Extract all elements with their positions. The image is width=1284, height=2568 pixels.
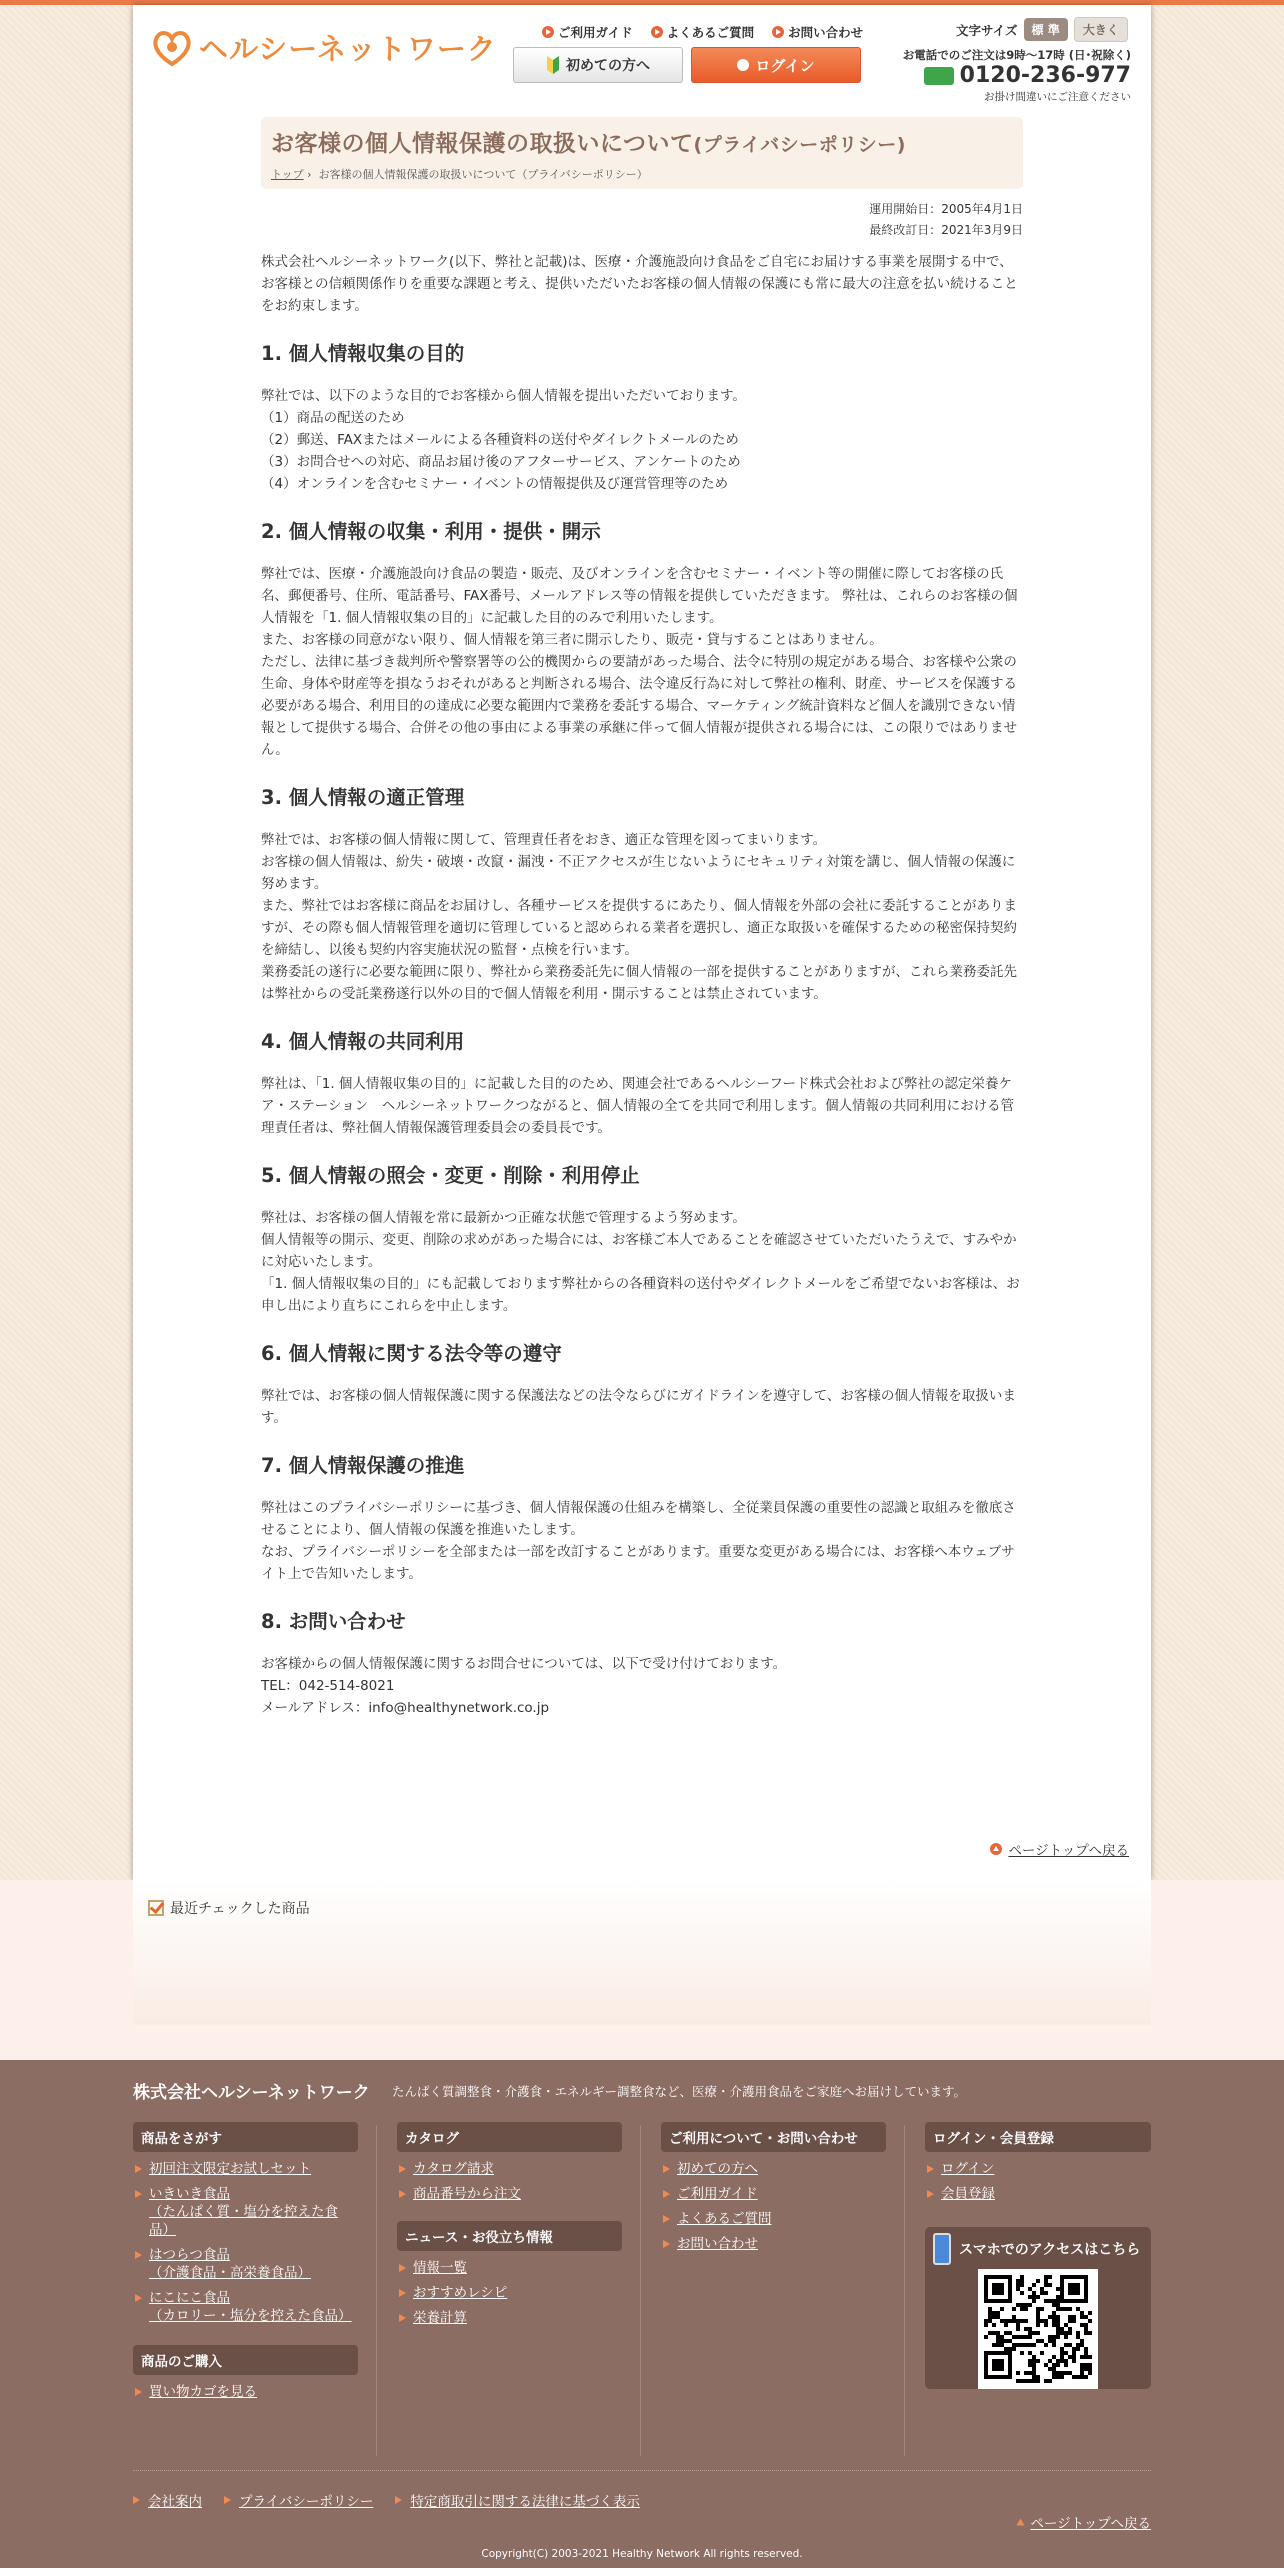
triangle-icon: [395, 2496, 402, 2504]
footer-col-login: [925, 2122, 1151, 2389]
logo-mark-icon: [151, 28, 193, 68]
section-text: （4）オンラインを含むセミナー・イベントの情報提供及び運営管理等のため: [261, 476, 729, 492]
arrow-circle-icon: [772, 26, 784, 38]
footer-link[interactable]: おすすめレシピ: [413, 2285, 508, 2301]
tel-note: お掛け間違いにご注意ください: [984, 91, 1131, 103]
intro-text: 株式会社ヘルシーネットワーク(以下、弊社と記載)は、医療・介護施設向け食品をご自宅にお届けする事業を展開する中で、お客様との信頼関係作りを重要な課題と考え、提供いただいたお客様の個人情報の保護にも常に最大の注意を払い続けることをお約束します。: [261, 254, 1018, 314]
section-text: 弊社は、お客様の個人情報を常に最新かつ正確な状態で管理するよう努めます。: [261, 1210, 746, 1226]
section-text: 弊社では、お客様の個人情報保護に関する保護法などの法令ならびにガイドラインを遵守して、お客様の個人情報を取扱います。: [261, 1388, 1016, 1426]
section-text: （2）郵送、FAXまたはメールによる各種資料の送付やダイレクトメールのため: [261, 432, 739, 448]
section-heading: 2. 個人情報の収集・利用・提供・開示: [261, 520, 601, 543]
section-text: メールアドレス：info@healthynetwork.co.jp: [261, 1700, 550, 1716]
contact-link[interactable]: お問い合わせ: [772, 23, 863, 41]
section-text: （3）お問合せへの対応、商品お届け後のアフターサービス、アンケートのため: [261, 454, 741, 470]
footer-link[interactable]: 会員登録: [941, 2186, 995, 2202]
footer-link-item[interactable]: [661, 2160, 886, 2178]
revised-date: 最終改訂日：2021年3月9日: [869, 223, 1023, 237]
footer-link-item[interactable]: [661, 2235, 886, 2253]
footer-link-item[interactable]: [133, 2160, 358, 2178]
footer-tagline: たんぱく質調整食・介護食・エネルギー調整食など、医療・介護用食品をご家庭へお届けしています。: [392, 2084, 967, 2099]
footer-link-item[interactable]: [397, 2160, 622, 2178]
qr-code: [978, 2269, 1098, 2389]
footer-link[interactable]: 初回注文限定お試しセット: [149, 2161, 311, 2177]
footer-link[interactable]: いきいき食品 （たんぱく質・塩分を控えた食品）: [149, 2186, 338, 2238]
back-to-top-link[interactable]: ページトップへ戻る: [1008, 1843, 1129, 1859]
section-text: 弊社では、医療・介護施設向け食品の製造・販売、及びオンラインを含むセミナー・イベント等の開催に際してお客様の氏名、郵便番号、住所、電話番号、FAX番号、メールアドレス等の情報を提供していただきます。 弊社は、これらのお客様の個人情報を「1. 個人情報収集の目的」に記載した目的のみで利用いたします。: [261, 566, 1018, 626]
footer-divider: [376, 2126, 377, 2456]
smartphone-box: [925, 2227, 1151, 2389]
footer-link[interactable]: お問い合わせ: [677, 2236, 758, 2252]
footer-link-item[interactable]: [661, 2210, 886, 2228]
footer-link-item[interactable]: [661, 2185, 886, 2203]
recent-title: 最近チェックした商品: [148, 1898, 310, 1918]
footer-heading: カタログ: [397, 2122, 622, 2152]
footer-link-item[interactable]: [397, 2259, 622, 2277]
policy-content: [261, 251, 1023, 1719]
font-size-standard-button[interactable]: 標 準: [1024, 18, 1068, 41]
section-heading: 1. 個人情報収集の目的: [261, 342, 465, 365]
tel-number: 0120-236-977: [881, 63, 1131, 89]
footer-divider: [904, 2126, 905, 2456]
section-heading: 5. 個人情報の照会・変更・削除・利用停止: [261, 1164, 640, 1187]
footer-link[interactable]: はつらつ食品 （介護食品・高栄養食品）: [149, 2247, 311, 2281]
section-text: 弊社は、「1. 個人情報収集の目的」に記載した目的のため、関連会社であるヘルシーフード株式会社および弊社の認定栄養ケア・ステーション ヘルシーネットワークつながると、個人情報の全てを共同で利用します。個人情報の共同利用における管理責任者は、弊社個人情報保護管理委員会の委員長です。: [261, 1076, 1015, 1136]
footer-link[interactable]: 商品番号から注文: [413, 2186, 521, 2202]
title-box: [261, 117, 1023, 189]
page-title: お客様の個人情報保護の取扱いについて(プライバシーポリシー): [271, 131, 906, 157]
footer-link[interactable]: よくあるご質問: [677, 2211, 772, 2227]
footer-link[interactable]: 栄養計算: [413, 2310, 467, 2326]
footer-link-item[interactable]: [133, 2185, 358, 2239]
breadcrumb: トップ › お客様の個人情報保護の取扱いについて（プライバシーポリシー）: [271, 168, 648, 181]
policy-sections: [261, 343, 1023, 1719]
footer-link-item[interactable]: [925, 2160, 1151, 2178]
header-links: [542, 23, 863, 41]
phone-info: [881, 47, 1131, 104]
footer-link[interactable]: ログイン: [941, 2161, 995, 2177]
footer-link-item[interactable]: [133, 2289, 358, 2325]
font-size-large-button[interactable]: 大きく: [1074, 17, 1128, 42]
footer-heading: ログイン・会員登録: [925, 2122, 1151, 2152]
footer-link-item[interactable]: [397, 2309, 622, 2327]
login-button[interactable]: ログイン: [691, 47, 861, 83]
copyright: Copyright(C) 2003-2021 Healthy Network All rights reserved.: [481, 2548, 803, 2560]
section-text: 弊社では、以下のような目的でお客様から個人情報を提出いただいております。: [261, 388, 746, 404]
footer-heading: ニュース・お役立ち情報: [397, 2221, 622, 2251]
footer-divider-line: [133, 2470, 1151, 2471]
start-date: 運用開始日：2005年4月1日: [869, 202, 1023, 216]
company-link[interactable]: 会社案内: [133, 2490, 202, 2510]
footer-heading: ご利用について・お問い合わせ: [661, 2122, 886, 2152]
footer-link-item[interactable]: [925, 2185, 1151, 2203]
faq-link[interactable]: よくあるご質問: [651, 23, 755, 41]
first-time-button[interactable]: 初めての方へ: [513, 47, 683, 83]
footer-col-catalog: [397, 2122, 622, 2334]
font-size-switcher: 文字サイズ 標 準 大きく: [956, 17, 1128, 42]
arrow-circle-icon: [737, 59, 749, 71]
up-arrow-icon: [990, 1843, 1002, 1855]
footer-link-item[interactable]: [133, 2246, 358, 2282]
section-text: なお、プライバシーポリシーを全部または一部を改訂することがあります。重要な変更がある場合には、お客様へ本ウェブサイト上で告知いたします。: [261, 1544, 1015, 1582]
beginner-mark-icon: [546, 56, 560, 74]
footer: [0, 2060, 1284, 2568]
smartphone-title: スマホでのアクセスはこちら: [933, 2233, 1143, 2265]
policy-dates: [869, 199, 1023, 241]
logo-text: ヘルシーネットワーク: [199, 32, 497, 66]
checkbox-icon: [148, 1900, 164, 1916]
footer-link[interactable]: ご利用ガイド: [677, 2186, 758, 2202]
section-heading: 6. 個人情報に関する法令等の遵守: [261, 1342, 562, 1365]
up-triangle-icon: [1017, 2519, 1025, 2526]
section-text: また、お客様の同意がない限り、個人情報を第三者に開示したり、販売・貸与することはありません。: [261, 632, 883, 648]
footer-link[interactable]: カタログ請求: [413, 2161, 494, 2177]
section-text: 業務委託の遂行に必要な範囲に限り、弊社から業務委託先に個人情報の一部を提供することがありますが、これら業務委託先は弊社からの受託業務遂行以外の目的で個人情報を利用・開示することは禁止されています。: [261, 964, 1017, 1002]
triangle-icon: [224, 2496, 231, 2504]
qr-code-icon: [984, 2275, 1092, 2383]
footer-link-item[interactable]: [133, 2383, 358, 2401]
breadcrumb-current: お客様の個人情報保護の取扱いについて（プライバシーポリシー）: [318, 168, 648, 181]
footer-divider: [640, 2126, 641, 2456]
back-to-top[interactable]: [990, 1839, 1129, 1859]
logo[interactable]: [151, 27, 497, 68]
footer-link-item[interactable]: [397, 2284, 622, 2302]
tel-hours: お電話でのご注文は9時〜17時 (日･祝除く): [902, 48, 1131, 62]
main-page: [133, 5, 1151, 1880]
section-text: TEL：042-514-8021: [261, 1678, 395, 1694]
footer-heading: 商品のご購入: [133, 2345, 358, 2375]
arrow-circle-icon: [651, 26, 663, 38]
section-text: ただし、法律に基づき裁判所や警察署等の公的機関からの要請があった場合、法令に特別の規定がある場合、お客様や公衆の生命、身体や財産等を損なうおそれがあると判断される場合、法令違反行為に対して弊社の権利、財産、サービスを保護する必要がある場合、利用目的の達成に必要な範囲内で業務を委託する場合、マーケティング統計資料など個人を識別できない情報として提供する場合、合併その他の事由による事業の承継に伴って個人情報が提供される場合には、この限りではありません。: [261, 654, 1017, 758]
footer-heading: 商品をさがす: [133, 2122, 358, 2152]
footer-link[interactable]: 情報一覧: [413, 2260, 467, 2276]
footer-col-products: [133, 2122, 358, 2408]
privacy-link[interactable]: プライバシーポリシー: [224, 2490, 373, 2510]
footer-link-item[interactable]: [397, 2185, 622, 2203]
guide-link[interactable]: ご利用ガイド: [542, 23, 633, 41]
section-heading: 3. 個人情報の適正管理: [261, 786, 465, 809]
section-text: 弊社はこのプライバシーポリシーに基づき、個人情報保護の仕組みを構築し、全従業員保護の重要性の認識と取組みを徹底させることにより、個人情報の保護を推進いたします。: [261, 1500, 1016, 1538]
section-text: お客様の個人情報は、紛失・破壊・改竄・漏洩・不正アクセスが生じないようにセキュリティ対策を講じ、個人情報の保護に努めます。: [261, 854, 1016, 892]
footer-back-to-top[interactable]: [1017, 2512, 1151, 2532]
section-text: （1）商品の配送のため: [261, 410, 405, 426]
footer-link[interactable]: 初めての方へ: [677, 2161, 758, 2177]
section-text: 「1. 個人情報収集の目的」にも記載しております弊社からの各種資料の送付やダイレクトメールをご希望でないお客様は、お申し出により直ちにこれらを中止します。: [261, 1276, 1020, 1314]
footer-link[interactable]: 買い物カゴを見る: [149, 2384, 257, 2400]
footer-col-usage: [661, 2122, 886, 2260]
section-heading: 4. 個人情報の共同利用: [261, 1030, 465, 1053]
tokusho-link[interactable]: 特定商取引に関する法律に基づく表示: [395, 2490, 640, 2510]
section-text: お客様からの個人情報保護に関するお問合せについては、以下で受け付けております。: [261, 1656, 787, 1672]
section-text: また、弊社ではお客様に商品をお届けし、各種サービスを提供するにあたり、個人情報を外部の会社に委託することがありますが、その際も個人情報管理を適切に管理していると認められる業者を選択し、適正な取扱いを確保するための秘密保持契約を締結し、以後も契約内容実施状況の監督・点検を行います。: [261, 898, 1017, 958]
footer-company: 株式会社ヘルシーネットワーク: [133, 2083, 370, 2103]
triangle-icon: [133, 2496, 140, 2504]
section-text: 弊社では、お客様の個人情報に関して、管理責任者をおき、適正な管理を図ってまいります。: [261, 832, 827, 848]
section-heading: 7. 個人情報保護の推進: [261, 1454, 465, 1477]
footer-bottom-links: [133, 2490, 640, 2510]
section-heading: 8. お問い合わせ: [261, 1610, 406, 1633]
section-text: 個人情報等の開示、変更、削除の求めがあった場合には、お客様ご本人であることを確認させていただいたうえで、すみやかに対応いたします。: [261, 1232, 1017, 1270]
footer-link[interactable]: にこにこ食品 （カロリー・塩分を控えた食品）: [149, 2290, 352, 2324]
breadcrumb-home-link[interactable]: トップ: [271, 168, 304, 181]
smartphone-icon: [933, 2233, 951, 2265]
arrow-circle-icon: [542, 26, 554, 38]
footer-back-to-top-link[interactable]: ページトップへ戻る: [1030, 2516, 1151, 2532]
freedial-icon: [924, 67, 954, 85]
